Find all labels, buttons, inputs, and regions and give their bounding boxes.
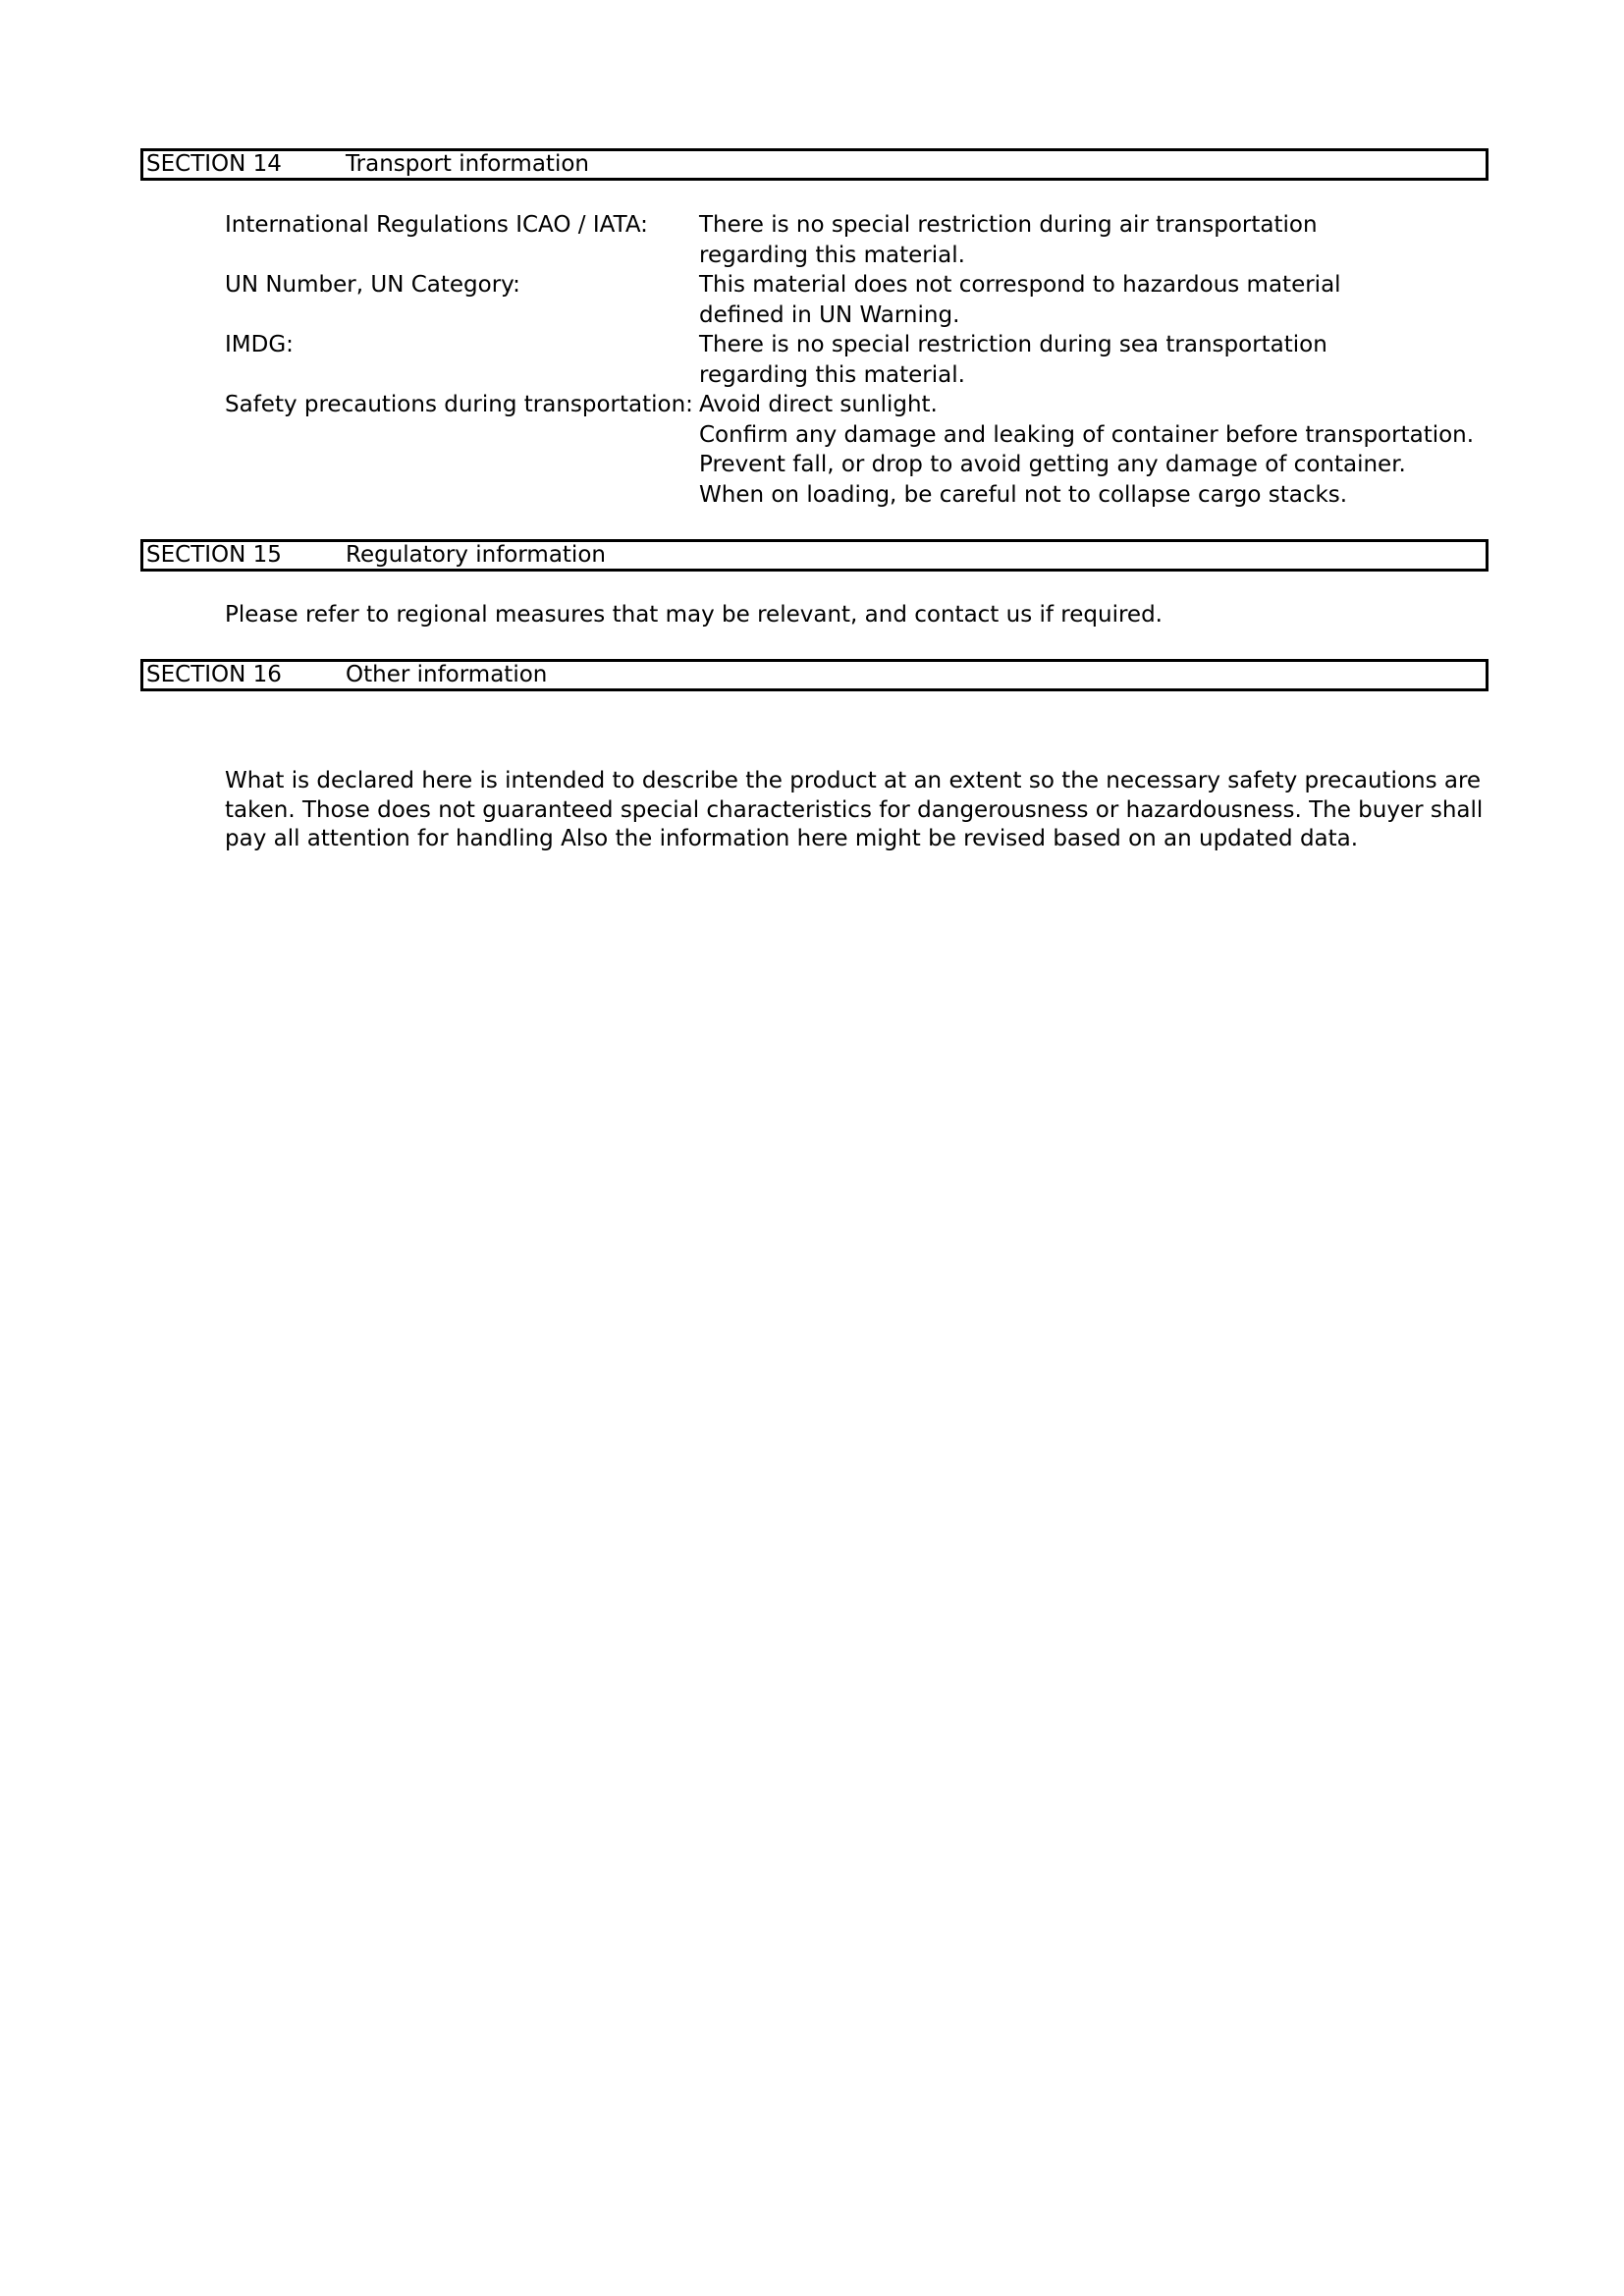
paragraph-line: What is declared here is intended to describe the product at an extent so the necessary safety precautions are [225, 768, 1482, 793]
section-number: SECTION 14 [146, 151, 282, 177]
value-line: Confirm any damage and leaking of container before transportation. [699, 421, 1475, 448]
other-information-text [225, 767, 1491, 854]
transport-value-icao-iata [699, 210, 1485, 270]
section-number: SECTION 15 [146, 542, 282, 568]
value-line: Avoid direct sunlight. [699, 392, 938, 417]
transport-label-safety-precautions: Safety precautions during transportation: [225, 392, 693, 417]
section-15-header [140, 539, 1489, 572]
value-line: regarding this material. [699, 242, 965, 268]
transport-label-icao-iata: International Regulations ICAO / IATA: [225, 212, 648, 238]
transport-label-imdg: IMDG: [225, 332, 294, 357]
section-14-header [140, 148, 1489, 181]
transport-value-un-number [699, 270, 1485, 330]
value-line: defined in UN Warning. [699, 301, 960, 328]
regulatory-text: Please refer to regional measures that may be relevant, and contact us if required. [225, 602, 1163, 628]
value-line: There is no special restriction during air transportation [699, 212, 1318, 238]
section-title: Other information [346, 662, 548, 687]
section-title: Transport information [346, 151, 589, 177]
value-line: This material does not correspond to hazardous material [699, 272, 1341, 298]
paragraph-line: pay all attention for handling Also the information here might be revised based on an updated data. [225, 826, 1359, 851]
value-line: regarding this material. [699, 361, 965, 388]
transport-value-imdg [699, 330, 1485, 390]
section-number: SECTION 16 [146, 662, 282, 687]
value-line: Prevent fall, or drop to avoid getting any damage of container. [699, 452, 1406, 477]
value-line: There is no special restriction during sea transportation [699, 332, 1327, 357]
transport-label-un-number: UN Number, UN Category: [225, 272, 520, 298]
paragraph-line: taken. Those does not guaranteed special characteristics for dangerousness or hazardousness. The buyer shall [225, 796, 1484, 823]
section-title: Regulatory information [346, 542, 606, 568]
transport-value-safety-precautions [699, 390, 1485, 510]
section-16-header [140, 659, 1489, 691]
value-line: When on loading, be careful not to collapse cargo stacks. [699, 481, 1348, 508]
